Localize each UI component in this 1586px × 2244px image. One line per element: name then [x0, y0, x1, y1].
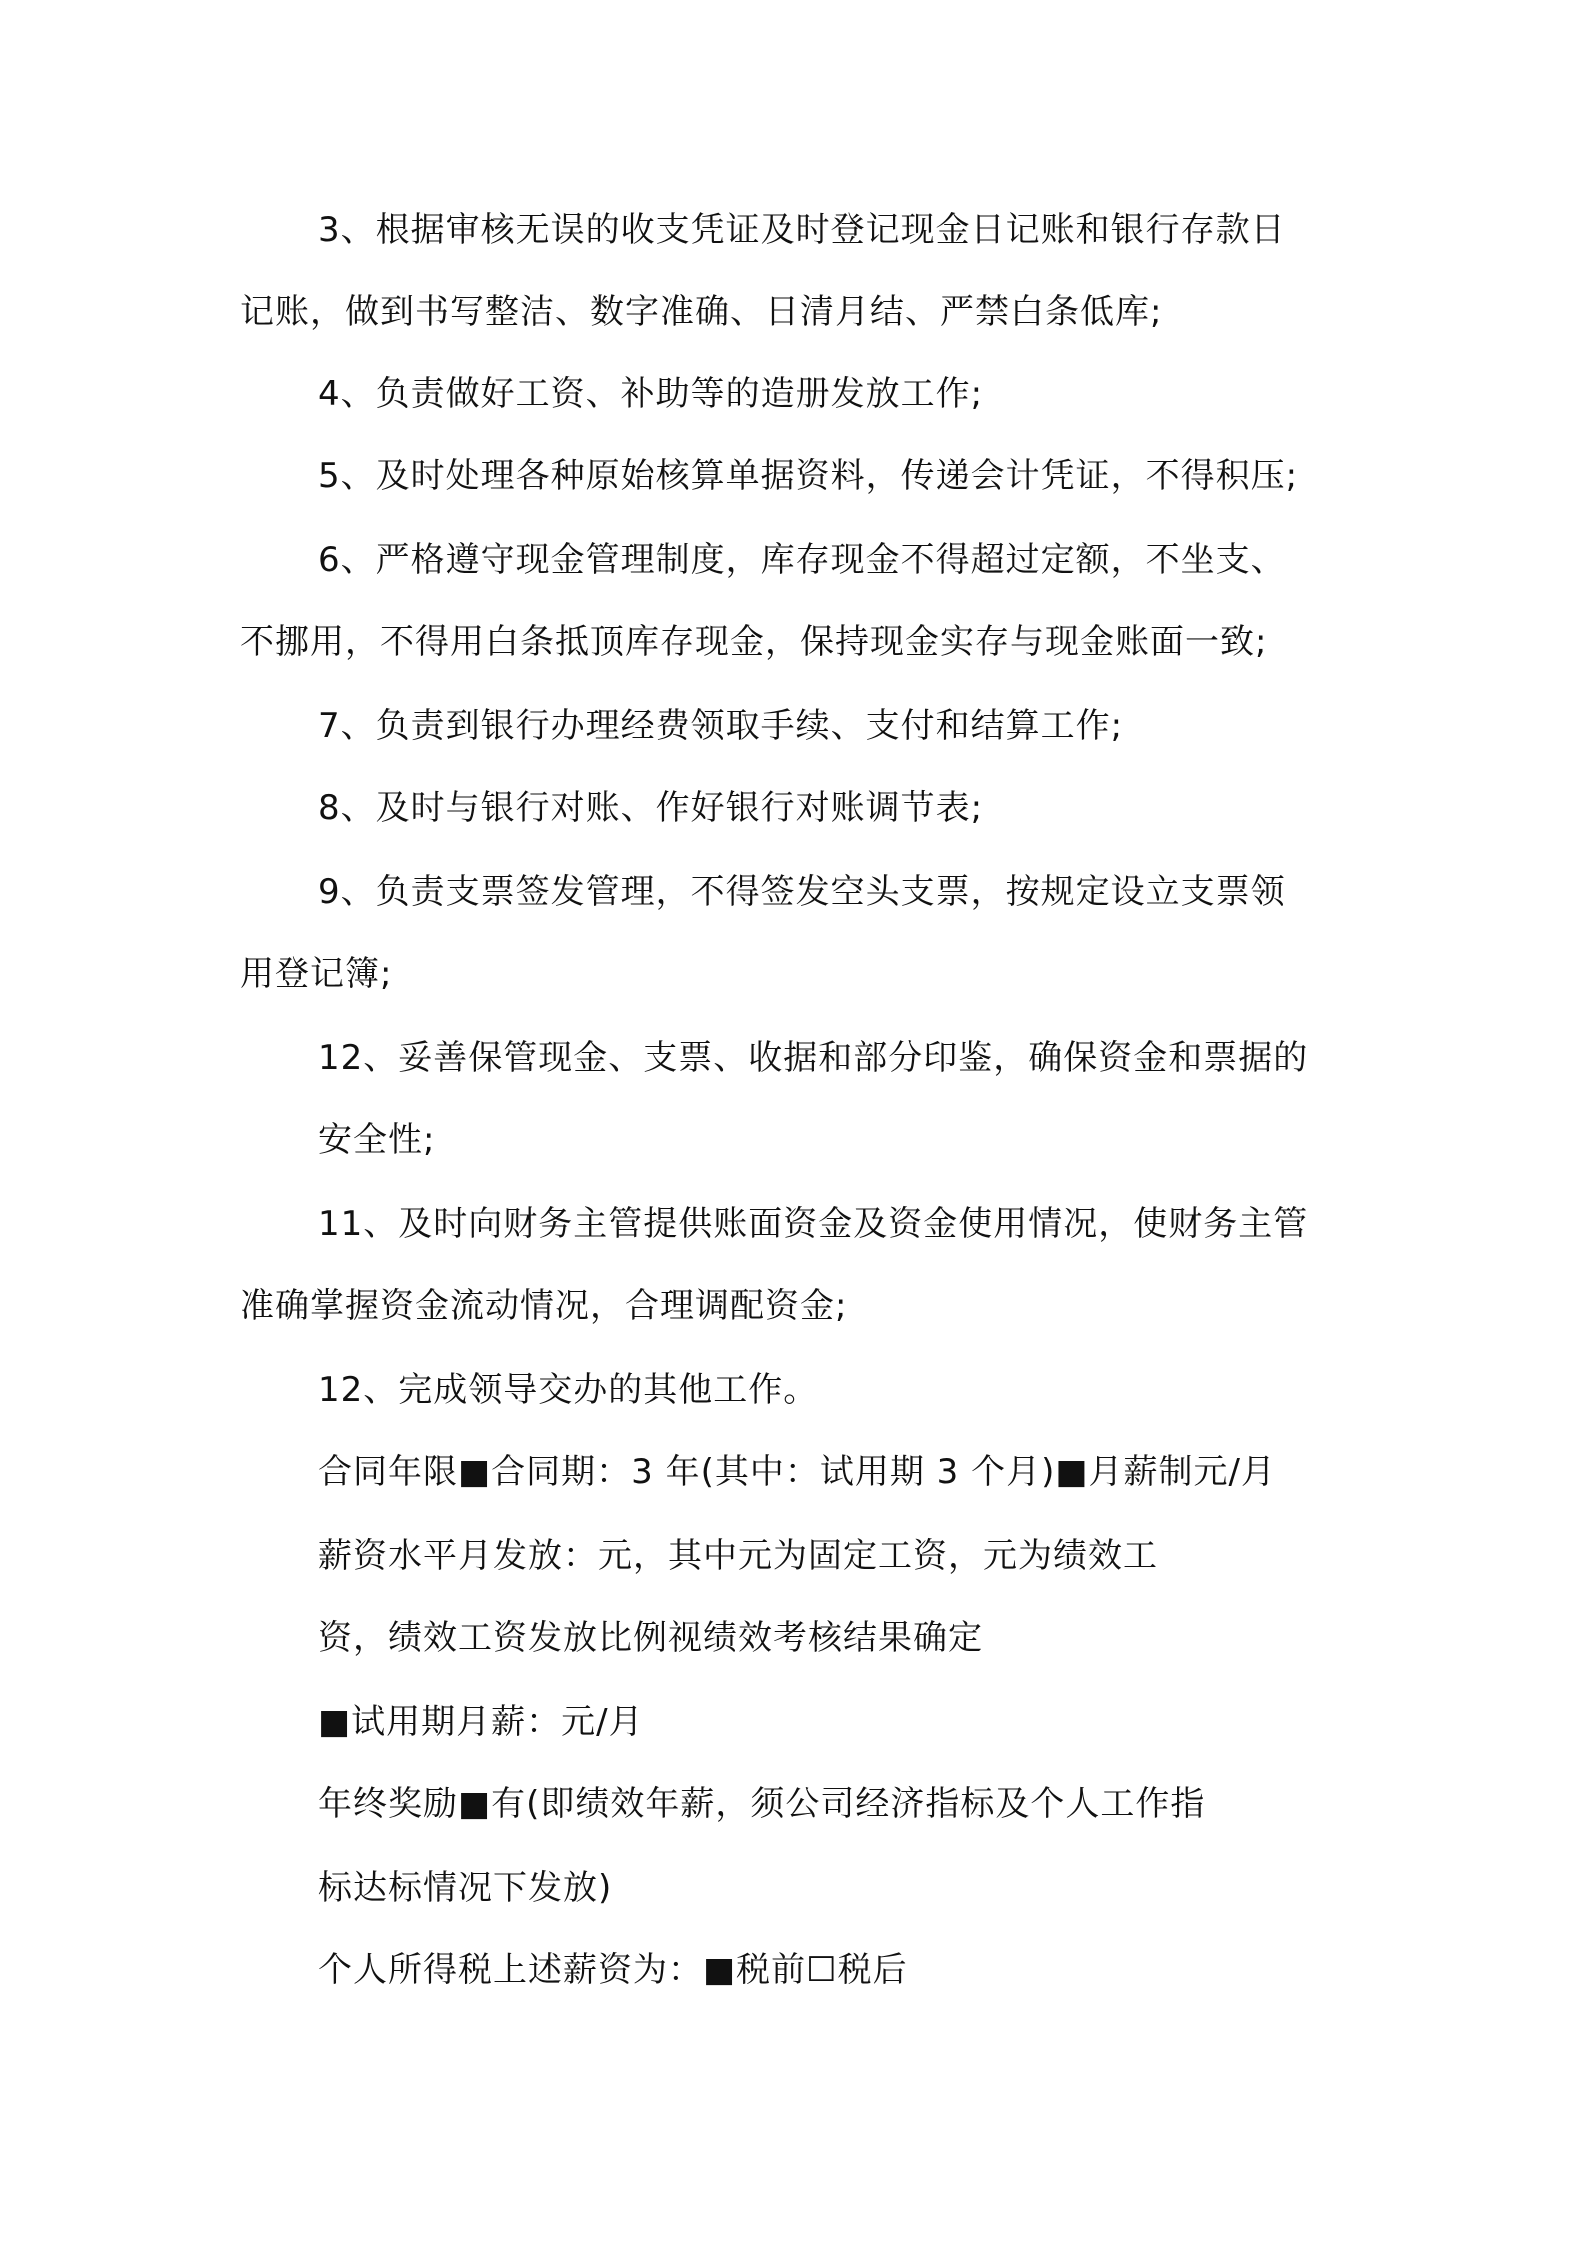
text-line-5: 6、严格遵守现金管理制度，库存现金不得超过定额，不坐支、 [318, 540, 1286, 580]
text-line-22: 个人所得税上述薪资为：■税前☐税后 [318, 1950, 908, 1990]
text-line-15: 12、完成领导交办的其他工作。 [318, 1370, 819, 1410]
text-line-6: 不挪用，不得用白条抵顶库存现金，保持现金实存与现金账面一致; [240, 622, 1268, 662]
text-line-18: 资，绩效工资发放比例视绩效考核结果确定 [318, 1618, 983, 1658]
text-line-2: 记账，做到书写整洁、数字准确、日清月结、严禁白条低库; [240, 292, 1163, 332]
text-line-17: 薪资水平月发放：元，其中元为固定工资，元为绩效工 [318, 1536, 1158, 1576]
text-line-14: 准确掌握资金流动情况，合理调配资金; [240, 1286, 848, 1326]
text-line-11: 12、妥善保管现金、支票、收据和部分印鉴，确保资金和票据的 [318, 1038, 1309, 1078]
text-line-7: 7、负责到银行办理经费领取手续、支付和结算工作; [318, 706, 1124, 746]
text-line-1: 3、根据审核无误的收支凭证及时登记现金日记账和银行存款日 [318, 210, 1286, 250]
text-line-9: 9、负责支票签发管理，不得签发空头支票，按规定设立支票领 [318, 872, 1286, 912]
text-line-21: 标达标情况下发放) [318, 1868, 613, 1908]
text-line-3: 4、负责做好工资、补助等的造册发放工作; [318, 374, 984, 414]
text-line-10: 用登记簿; [240, 954, 393, 994]
text-line-4: 5、及时处理各种原始核算单据资料，传递会计凭证，不得积压; [318, 456, 1299, 496]
text-line-16: 合同年限■合同期：3 年(其中：试用期 3 个月)■月薪制元/月 [318, 1452, 1276, 1492]
text-line-13: 11、及时向财务主管提供账面资金及资金使用情况，使财务主管 [318, 1204, 1309, 1244]
text-line-20: 年终奖励■有(即绩效年薪，须公司经济指标及个人工作指 [318, 1784, 1206, 1824]
text-line-12: 安全性; [318, 1120, 436, 1160]
text-line-19: ■试用期月薪：元/月 [318, 1702, 644, 1742]
text-line-8: 8、及时与银行对账、作好银行对账调节表; [318, 788, 984, 828]
